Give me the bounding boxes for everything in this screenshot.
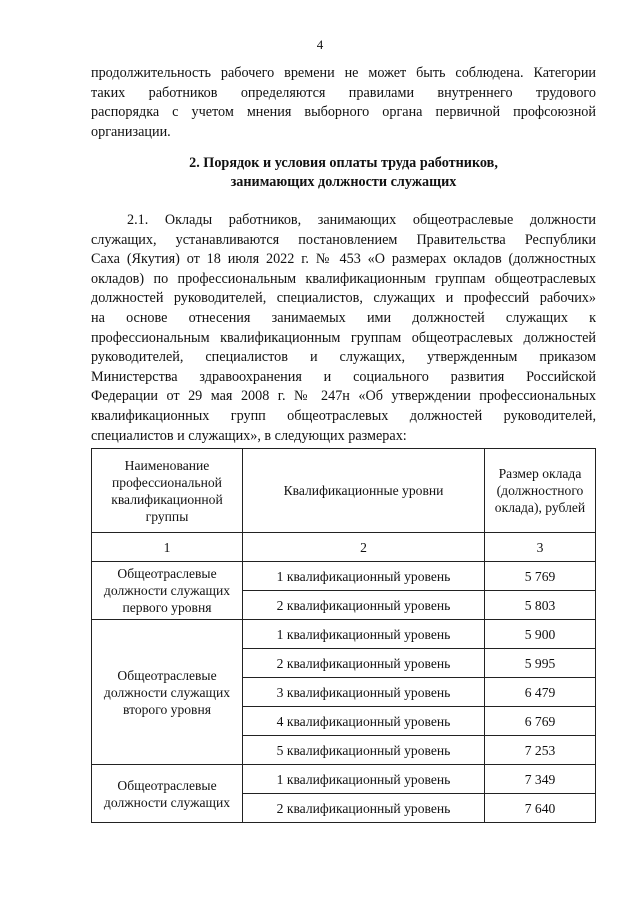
salary-cell: 5 995 (485, 649, 596, 678)
salary-table (91, 448, 596, 823)
salary-cell: 7 253 (485, 736, 596, 765)
column-number: 3 (485, 533, 596, 562)
header-salary: Размер оклада (должностного оклада), рублей (485, 449, 596, 533)
level-cell: 2 квалификационный уровень (243, 794, 485, 823)
salary-cell: 5 803 (485, 591, 596, 620)
salary-cell: 5 900 (485, 620, 596, 649)
column-number: 2 (243, 533, 485, 562)
heading-line: 2. Порядок и условия оплаты труда работников, (189, 155, 498, 171)
text-line: Саха (Якутия) от 18 июля 2022 г. № 453 «О размерах окладов (должностных (91, 251, 596, 268)
table-row (92, 620, 596, 649)
text-line: организации. (91, 123, 171, 140)
heading-line: занимающих должности служащих (230, 174, 457, 190)
salary-cell: 7 349 (485, 765, 596, 794)
text-line: служащих, устанавливаются постановлением Правительства Республики (91, 231, 596, 248)
group-name: Общеотраслевые должности служащих второго уровня (92, 620, 243, 765)
text-line: таких работников определяются правилами внутреннего трудового (91, 84, 596, 101)
level-cell: 3 квалификационный уровень (243, 678, 485, 707)
group-name: Общеотраслевые должности служащих первого уровня (92, 562, 243, 620)
level-cell: 1 квалификационный уровень (243, 765, 485, 794)
text-line: продолжительность рабочего времени не может быть соблюдена. Категории (91, 65, 596, 81)
column-number: 1 (92, 533, 243, 562)
level-cell: 1 квалификационный уровень (243, 620, 485, 649)
level-cell: 5 квалификационный уровень (243, 736, 485, 765)
level-cell: 4 квалификационный уровень (243, 707, 485, 736)
text-line: 2.1. Оклады работников, занимающих общеотраслевые должности (127, 212, 596, 228)
table-row (92, 765, 596, 794)
salary-cell: 5 769 (485, 562, 596, 591)
text-line: окладов) по профессиональным квалификационным группам общеотраслевых (91, 270, 596, 287)
column-number-row (92, 533, 596, 562)
header-levels: Квалификационные уровни (243, 449, 485, 533)
salary-cell: 7 640 (485, 794, 596, 823)
paragraph-continuation (91, 64, 596, 142)
section-heading (91, 154, 596, 192)
text-line: должностей руководителей, специалистов, служащих и профессий рабочих» (91, 290, 596, 307)
page-number: 4 (316, 37, 324, 52)
table-row (92, 562, 596, 591)
level-cell: 2 квалификационный уровень (243, 591, 485, 620)
text-line: профессиональным квалификационным группам общеотраслевых должностей (91, 329, 596, 346)
level-cell: 2 квалификационный уровень (243, 649, 485, 678)
table-header-row (92, 449, 596, 533)
group-name: Общеотраслевые должности служащих (92, 765, 243, 823)
text-line: специалистов и служащих», в следующих размерах: (91, 427, 407, 444)
text-line: распорядка с учетом мнения выборного органа первичной профсоюзной (91, 104, 596, 121)
text-line: Министерства здравоохранения и социального развития Российской (91, 368, 596, 385)
text-line: на основе отнесения занимаемых ими должностей служащих к (91, 309, 596, 326)
salary-cell: 6 769 (485, 707, 596, 736)
salary-cell: 6 479 (485, 678, 596, 707)
text-line: Федерации от 29 мая 2008 г. № 247н «Об утверждении профессиональных (91, 388, 596, 405)
paragraph-2-1 (91, 211, 596, 446)
header-group-name: Наименование профессиональной квалификационной группы (92, 449, 243, 533)
text-line: квалификационных групп общеотраслевых должностей руководителей, (91, 407, 596, 424)
text-line: руководителей, специалистов и служащих, утвержденным приказом (91, 349, 596, 366)
level-cell: 1 квалификационный уровень (243, 562, 485, 591)
